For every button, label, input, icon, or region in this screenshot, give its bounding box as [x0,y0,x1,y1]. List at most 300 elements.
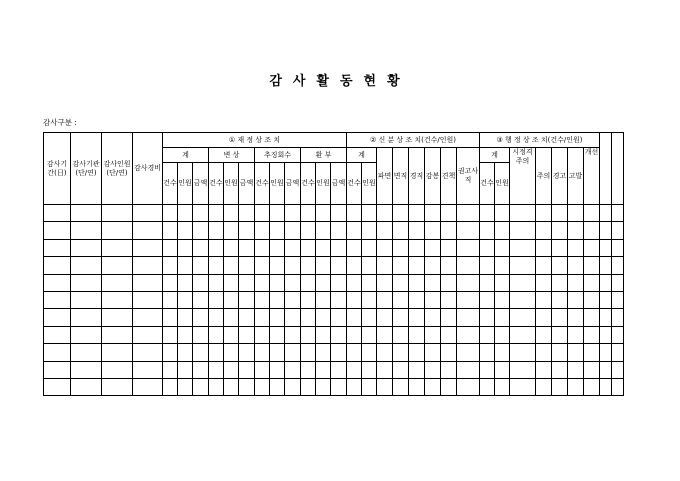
table-cell [568,309,584,326]
table-cell [393,257,409,274]
table-cell [163,326,178,343]
table-cell [600,291,612,308]
table-cell [425,274,441,291]
table-cell [133,291,163,308]
table-cell [409,291,425,308]
header-id-resignation: 권고사직 [457,148,480,205]
table-cell [331,239,347,256]
table-cell [457,291,480,308]
header-audit-expense: 감사경비 [133,133,163,205]
table-cell [239,239,255,256]
table-cell [102,361,133,378]
table-cell [163,222,178,239]
table-cell [584,274,600,291]
table-cell [441,274,457,291]
table-cell [285,344,301,361]
header-financial-measures: ① 재 정 상 조 치 [163,133,347,148]
table-cell [270,309,285,326]
table-cell [347,257,362,274]
table-cell [425,257,441,274]
table-cell [331,291,347,308]
table-cell [362,257,377,274]
table-cell [425,291,441,308]
table-cell [239,222,255,239]
table-cell [209,309,224,326]
table-row [44,291,624,308]
header-fin-comp-amount: 금액 [239,163,255,205]
table-cell [584,361,600,378]
table-cell [301,205,316,222]
table-cell [102,239,133,256]
table-cell [495,326,510,343]
table-cell [178,361,193,378]
table-cell [285,239,301,256]
table-cell [362,361,377,378]
table-cell [301,361,316,378]
table-cell [331,222,347,239]
header-fin-ref-persons: 인원 [316,163,331,205]
table-cell [193,291,209,308]
table-row [44,361,624,378]
table-cell [495,291,510,308]
table-cell [480,239,495,256]
table-cell [612,205,624,222]
table-cell [393,239,409,256]
table-cell [285,361,301,378]
table-cell [536,222,552,239]
table-cell [255,326,270,343]
table-cell [480,361,495,378]
table-cell [409,257,425,274]
table-cell [316,344,331,361]
table-cell [377,222,393,239]
table-row [44,239,624,256]
header-blank-cell [600,133,612,205]
table-cell [568,274,584,291]
table-cell [480,205,495,222]
table-cell [255,309,270,326]
table-cell [316,274,331,291]
table-cell [377,309,393,326]
table-cell [193,239,209,256]
table-cell [510,326,536,343]
table-cell [301,291,316,308]
table-cell [102,222,133,239]
table-cell [44,344,71,361]
table-cell [568,257,584,274]
table-cell [71,361,102,378]
table-cell [377,239,393,256]
table-cell [44,326,71,343]
table-cell [393,274,409,291]
table-row [44,205,624,222]
table-cell [163,205,178,222]
table-cell [425,361,441,378]
table-cell [285,309,301,326]
table-cell [224,222,239,239]
table-cell [425,378,441,395]
table-cell [441,378,457,395]
header-adm-accusation: 고발 [568,148,584,205]
table-cell [600,239,612,256]
table-cell [316,222,331,239]
table-cell [480,378,495,395]
table-cell [255,361,270,378]
table-cell [209,361,224,378]
table-cell [510,257,536,274]
table-cell [600,309,612,326]
table-cell [393,222,409,239]
table-cell [536,274,552,291]
table-cell [457,344,480,361]
table-cell [612,274,624,291]
table-cell [568,205,584,222]
table-cell [425,222,441,239]
table-cell [441,344,457,361]
table-cell [270,274,285,291]
table-cell [102,326,133,343]
table-cell [377,257,393,274]
table-cell [270,378,285,395]
table-cell [377,205,393,222]
table-cell [285,291,301,308]
table-cell [495,344,510,361]
table-cell [536,239,552,256]
table-cell [347,239,362,256]
header-adm-warning: 경고 [552,148,568,205]
table-row [44,344,624,361]
table-cell [331,309,347,326]
table-cell [178,326,193,343]
table-cell [536,326,552,343]
table-cell [163,257,178,274]
table-cell [239,205,255,222]
table-cell [568,291,584,308]
table-cell [362,222,377,239]
table-cell [480,326,495,343]
table-cell [393,378,409,395]
table-cell [441,291,457,308]
table-cell [480,309,495,326]
table-cell [409,378,425,395]
table-cell [239,274,255,291]
table-cell [362,291,377,308]
table-cell [163,274,178,291]
table-cell [568,239,584,256]
table-cell [600,344,612,361]
table-cell [584,378,600,395]
table-cell [163,378,178,395]
table-cell [441,257,457,274]
table-cell [393,309,409,326]
header-audit-period: 감사기간(日) [44,133,71,205]
table-cell [457,257,480,274]
table-cell [536,291,552,308]
table-cell [316,291,331,308]
header-fin-compensation: 변 상 [209,148,255,163]
table-cell [163,361,178,378]
table-row [44,326,624,343]
table-cell [377,344,393,361]
header-id-dismissal: 파면 [377,148,393,205]
table-cell [600,274,612,291]
table-cell [178,309,193,326]
table-cell [301,309,316,326]
document-title: 감사활동현황 [269,74,411,89]
table-cell [178,378,193,395]
header-id-total-count: 건수 [347,163,362,205]
table-cell [44,361,71,378]
table-cell [510,205,536,222]
table-cell [178,222,193,239]
header-fin-ref-count: 건수 [301,163,316,205]
table-cell [362,378,377,395]
table-cell [133,222,163,239]
header-adm-total: 계 [480,148,510,163]
table-cell [552,222,568,239]
table-cell [552,205,568,222]
table-cell [71,326,102,343]
table-cell [480,344,495,361]
table-cell [44,291,71,308]
table-cell [441,239,457,256]
table-cell [163,239,178,256]
table-cell [316,309,331,326]
table-cell [495,361,510,378]
table-cell [133,274,163,291]
table-cell [209,378,224,395]
table-cell [44,257,71,274]
table-cell [209,239,224,256]
header-fin-total-persons: 인원 [178,163,193,205]
table-cell [239,378,255,395]
table-cell [612,222,624,239]
table-cell [71,378,102,395]
table-cell [612,378,624,395]
table-cell [133,205,163,222]
table-cell [270,222,285,239]
table-cell [44,274,71,291]
table-cell [133,344,163,361]
table-cell [102,257,133,274]
table-cell [393,291,409,308]
table-cell [224,326,239,343]
header-fin-rec-count: 건수 [255,163,270,205]
table-cell [510,291,536,308]
header-adm-total-persons: 인원 [495,163,510,205]
table-cell [377,274,393,291]
table-cell [209,257,224,274]
header-fin-rec-amount: 금액 [285,163,301,205]
table-cell [178,257,193,274]
table-cell [209,326,224,343]
table-cell [347,222,362,239]
table-cell [224,309,239,326]
table-cell [584,239,600,256]
table-cell [163,344,178,361]
table-cell [584,291,600,308]
table-cell [393,326,409,343]
table-cell [425,239,441,256]
table-cell [316,257,331,274]
table-cell [612,239,624,256]
table-cell [44,239,71,256]
table-cell [178,274,193,291]
header-fin-total-count: 건수 [163,163,178,205]
table-cell [552,378,568,395]
table-cell [347,309,362,326]
table-cell [301,274,316,291]
table-cell [239,344,255,361]
table-cell [457,378,480,395]
table-cell [331,274,347,291]
table-cell [102,378,133,395]
table-cell [377,291,393,308]
table-cell [536,378,552,395]
table-row [44,222,624,239]
table-cell [510,378,536,395]
table-cell [600,326,612,343]
table-cell [224,361,239,378]
table-cell [270,291,285,308]
table-cell [441,361,457,378]
table-cell [285,257,301,274]
table-cell [102,291,133,308]
table-cell [362,274,377,291]
table-cell [163,291,178,308]
table-cell [495,274,510,291]
table-cell [133,326,163,343]
table-cell [568,361,584,378]
table-cell [584,326,600,343]
table-cell [552,309,568,326]
table-cell [44,378,71,395]
audit-type-label: 감사구분 : [43,118,77,127]
table-cell [316,326,331,343]
table-cell [612,344,624,361]
table-cell [362,205,377,222]
table-cell [209,291,224,308]
table-cell [536,257,552,274]
table-cell [239,361,255,378]
table-cell [163,309,178,326]
table-cell [612,291,624,308]
table-cell [193,361,209,378]
table-cell [44,222,71,239]
table-cell [552,257,568,274]
table-cell [133,309,163,326]
table-cell [193,378,209,395]
table-cell [409,274,425,291]
table-cell [393,205,409,222]
table-cell [255,274,270,291]
header-id-reprimand: 견책 [441,148,457,205]
table-cell [347,378,362,395]
table-cell [133,239,163,256]
table-cell [193,205,209,222]
table-cell [584,344,600,361]
table-cell [377,326,393,343]
header-id-total: 계 [347,148,377,163]
table-cell [301,257,316,274]
header-adm-correction: 시정격주의 [510,148,536,205]
table-cell [393,361,409,378]
table-cell [409,326,425,343]
table-cell [510,222,536,239]
table-cell [441,326,457,343]
table-cell [224,257,239,274]
table-cell [612,361,624,378]
table-cell [600,361,612,378]
table-cell [552,274,568,291]
table-cell [347,344,362,361]
table-cell [600,205,612,222]
table-cell [457,309,480,326]
table-cell [495,205,510,222]
table-cell [331,344,347,361]
table-cell [584,222,600,239]
header-adm-improvement: 개선 [584,148,600,205]
table-cell [193,274,209,291]
table-cell [409,222,425,239]
table-cell [301,222,316,239]
table-cell [612,257,624,274]
table-cell [495,239,510,256]
header-fin-recovery: 추징회수 [255,148,301,163]
table-cell [457,239,480,256]
header-id-total-persons: 인원 [362,163,377,205]
header-id-suspension: 경직 [409,148,425,205]
table-cell [425,205,441,222]
table-cell [510,239,536,256]
table-cell [239,291,255,308]
table-cell [301,239,316,256]
table-cell [362,239,377,256]
header-fin-total-amount: 금액 [193,163,209,205]
table-cell [425,326,441,343]
table-cell [224,291,239,308]
table-cell [393,344,409,361]
table-cell [457,274,480,291]
table-cell [71,239,102,256]
table-cell [316,205,331,222]
table-cell [347,361,362,378]
table-cell [71,309,102,326]
header-id-pay-cut: 감봉 [425,148,441,205]
table-cell [362,309,377,326]
table-cell [347,326,362,343]
table-cell [239,326,255,343]
table-cell [536,344,552,361]
table-cell [510,344,536,361]
table-cell [441,309,457,326]
table-cell [316,239,331,256]
table-cell [255,205,270,222]
table-cell [301,344,316,361]
table-cell [600,222,612,239]
header-identity-measures: ② 신 분 상 조 치(건수/인원) [347,133,480,148]
audit-activity-table [43,132,624,396]
table-cell [552,291,568,308]
table-cell [480,291,495,308]
table-cell [612,309,624,326]
table-cell [133,361,163,378]
table-cell [347,205,362,222]
header-fin-comp-count: 건수 [209,163,224,205]
table-cell [224,274,239,291]
table-cell [536,205,552,222]
table-cell [270,257,285,274]
